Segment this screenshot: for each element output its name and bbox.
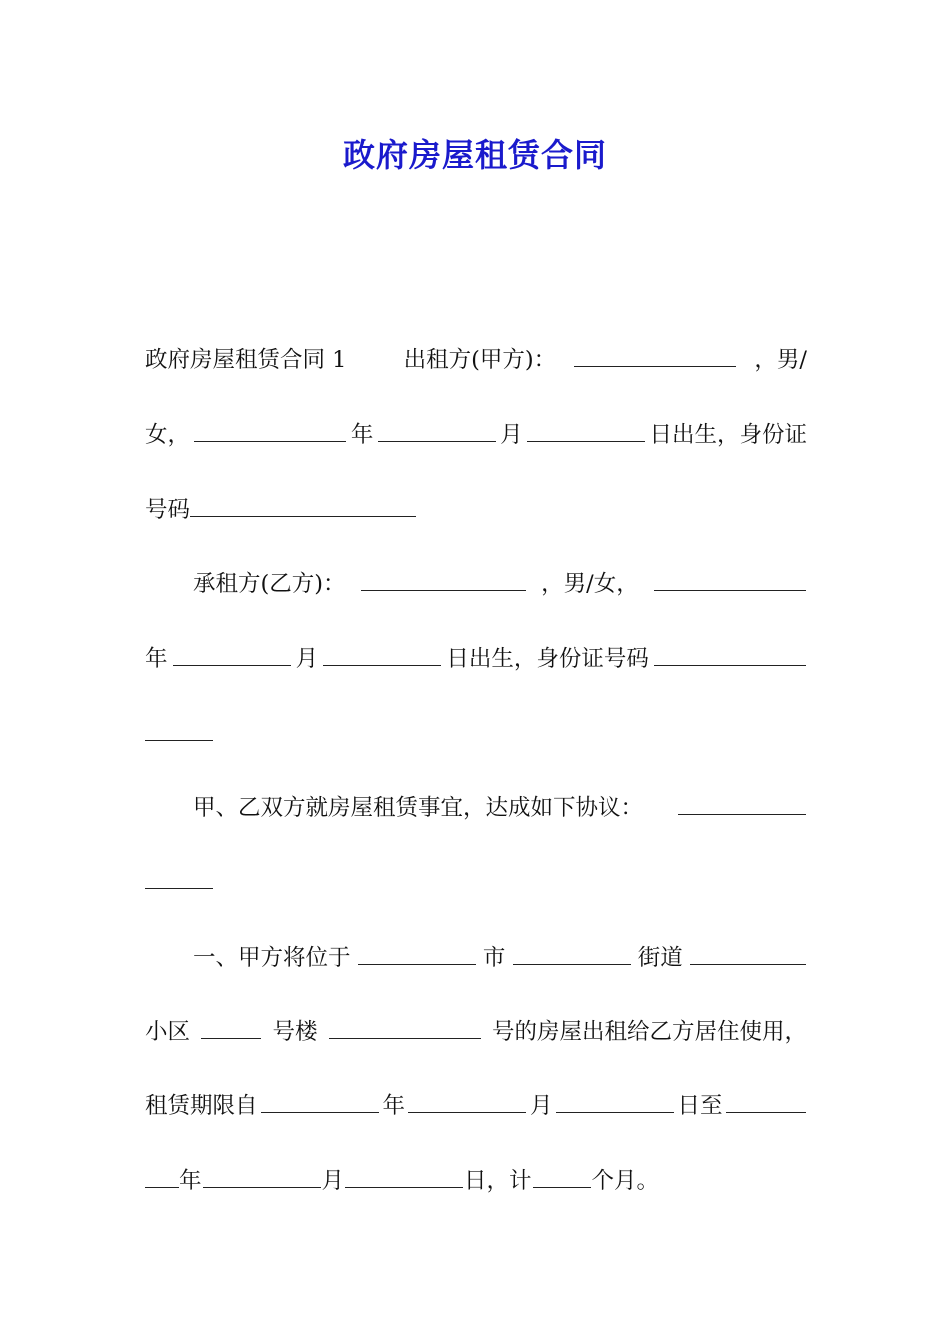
gender-label: ，男/ — [754, 347, 807, 373]
lessee-name-blank[interactable] — [361, 564, 526, 591]
month-label: 月 — [321, 1168, 345, 1194]
id-number-label: 号码 — [145, 497, 191, 523]
city-blank[interactable] — [358, 938, 476, 965]
agreement-text: 甲、乙双方就房屋租赁事宜，达成如下协议： — [193, 795, 644, 821]
birth-id-label: 日出生，身份证号码 — [446, 646, 649, 672]
clause-lessee — [193, 564, 807, 604]
birth-month-blank[interactable] — [378, 415, 496, 442]
end-day-blank[interactable] — [345, 1161, 463, 1188]
birth-year-blank[interactable] — [194, 415, 346, 442]
year-label: 年 — [179, 1168, 202, 1194]
city-label: 市 — [482, 945, 506, 971]
location-label: 一、甲方将位于 — [193, 945, 351, 971]
clause-lessor-birth — [145, 415, 807, 455]
clause-lessee-birth — [145, 639, 807, 679]
building-label: 号楼 — [272, 1019, 318, 1045]
months-count-blank[interactable] — [533, 1161, 591, 1188]
months-label: 个月。 — [591, 1168, 660, 1194]
start-day-blank[interactable] — [556, 1086, 674, 1113]
birth-id-label: 日出生，身份证 — [649, 422, 807, 448]
until-label: 日至 — [677, 1093, 723, 1119]
lessor-name-blank[interactable] — [574, 340, 736, 367]
end-year-blank-cont[interactable] — [145, 1161, 179, 1188]
clause-agreement-cont — [145, 862, 807, 902]
room-blank[interactable] — [329, 1012, 481, 1039]
clause-lessee-id-cont — [145, 714, 807, 754]
month-label: 月 — [295, 646, 319, 672]
clause-one-term-end — [145, 1161, 807, 1201]
lessor-label: 出租方(甲方)： — [403, 347, 557, 373]
clause-lessor-id — [145, 490, 807, 530]
agreement-blank-cont[interactable] — [145, 862, 213, 889]
term-label: 租赁期限自 — [145, 1093, 258, 1119]
gender-suffix: 女， — [145, 422, 191, 448]
clause-one-building — [145, 1012, 807, 1052]
lessee-birth-month-blank[interactable] — [173, 639, 291, 666]
building-blank[interactable] — [201, 1012, 261, 1039]
end-year-blank[interactable] — [726, 1086, 806, 1113]
month-label: 月 — [529, 1093, 553, 1119]
lessee-id-blank[interactable] — [654, 639, 806, 666]
clause-one-term-start — [145, 1086, 807, 1126]
street-label: 街道 — [637, 945, 683, 971]
lessee-gender-label: ，男/女， — [541, 571, 639, 597]
year-label: 年 — [350, 422, 374, 448]
birth-day-blank[interactable] — [527, 415, 645, 442]
contract-heading-number: 政府房屋租赁合同 1 — [145, 347, 347, 373]
street-blank[interactable] — [513, 938, 631, 965]
community-blank[interactable] — [690, 938, 806, 965]
lessee-id-blank-cont[interactable] — [145, 714, 213, 741]
clause-one-location — [193, 938, 807, 978]
year-label: 年 — [382, 1093, 405, 1119]
year-label: 年 — [145, 646, 168, 672]
room-usage-text: 号的房屋出租给乙方居住使用， — [491, 1019, 807, 1045]
agreement-blank[interactable] — [678, 788, 806, 815]
lessee-birth-year-blank[interactable] — [654, 564, 806, 591]
lessor-id-blank[interactable] — [190, 490, 416, 517]
start-year-blank[interactable] — [261, 1086, 379, 1113]
clause-agreement — [193, 788, 807, 828]
community-label: 小区 — [145, 1019, 191, 1045]
clause-lessor — [145, 340, 807, 380]
start-month-blank[interactable] — [408, 1086, 526, 1113]
lessee-birth-day-blank[interactable] — [323, 639, 441, 666]
lessee-label: 承租方(乙方)： — [193, 571, 346, 597]
end-month-blank[interactable] — [203, 1161, 321, 1188]
document-title: 政府房屋租赁合同 — [342, 136, 607, 174]
day-count-label: 日，计 — [464, 1168, 532, 1194]
month-label: 月 — [500, 422, 523, 448]
